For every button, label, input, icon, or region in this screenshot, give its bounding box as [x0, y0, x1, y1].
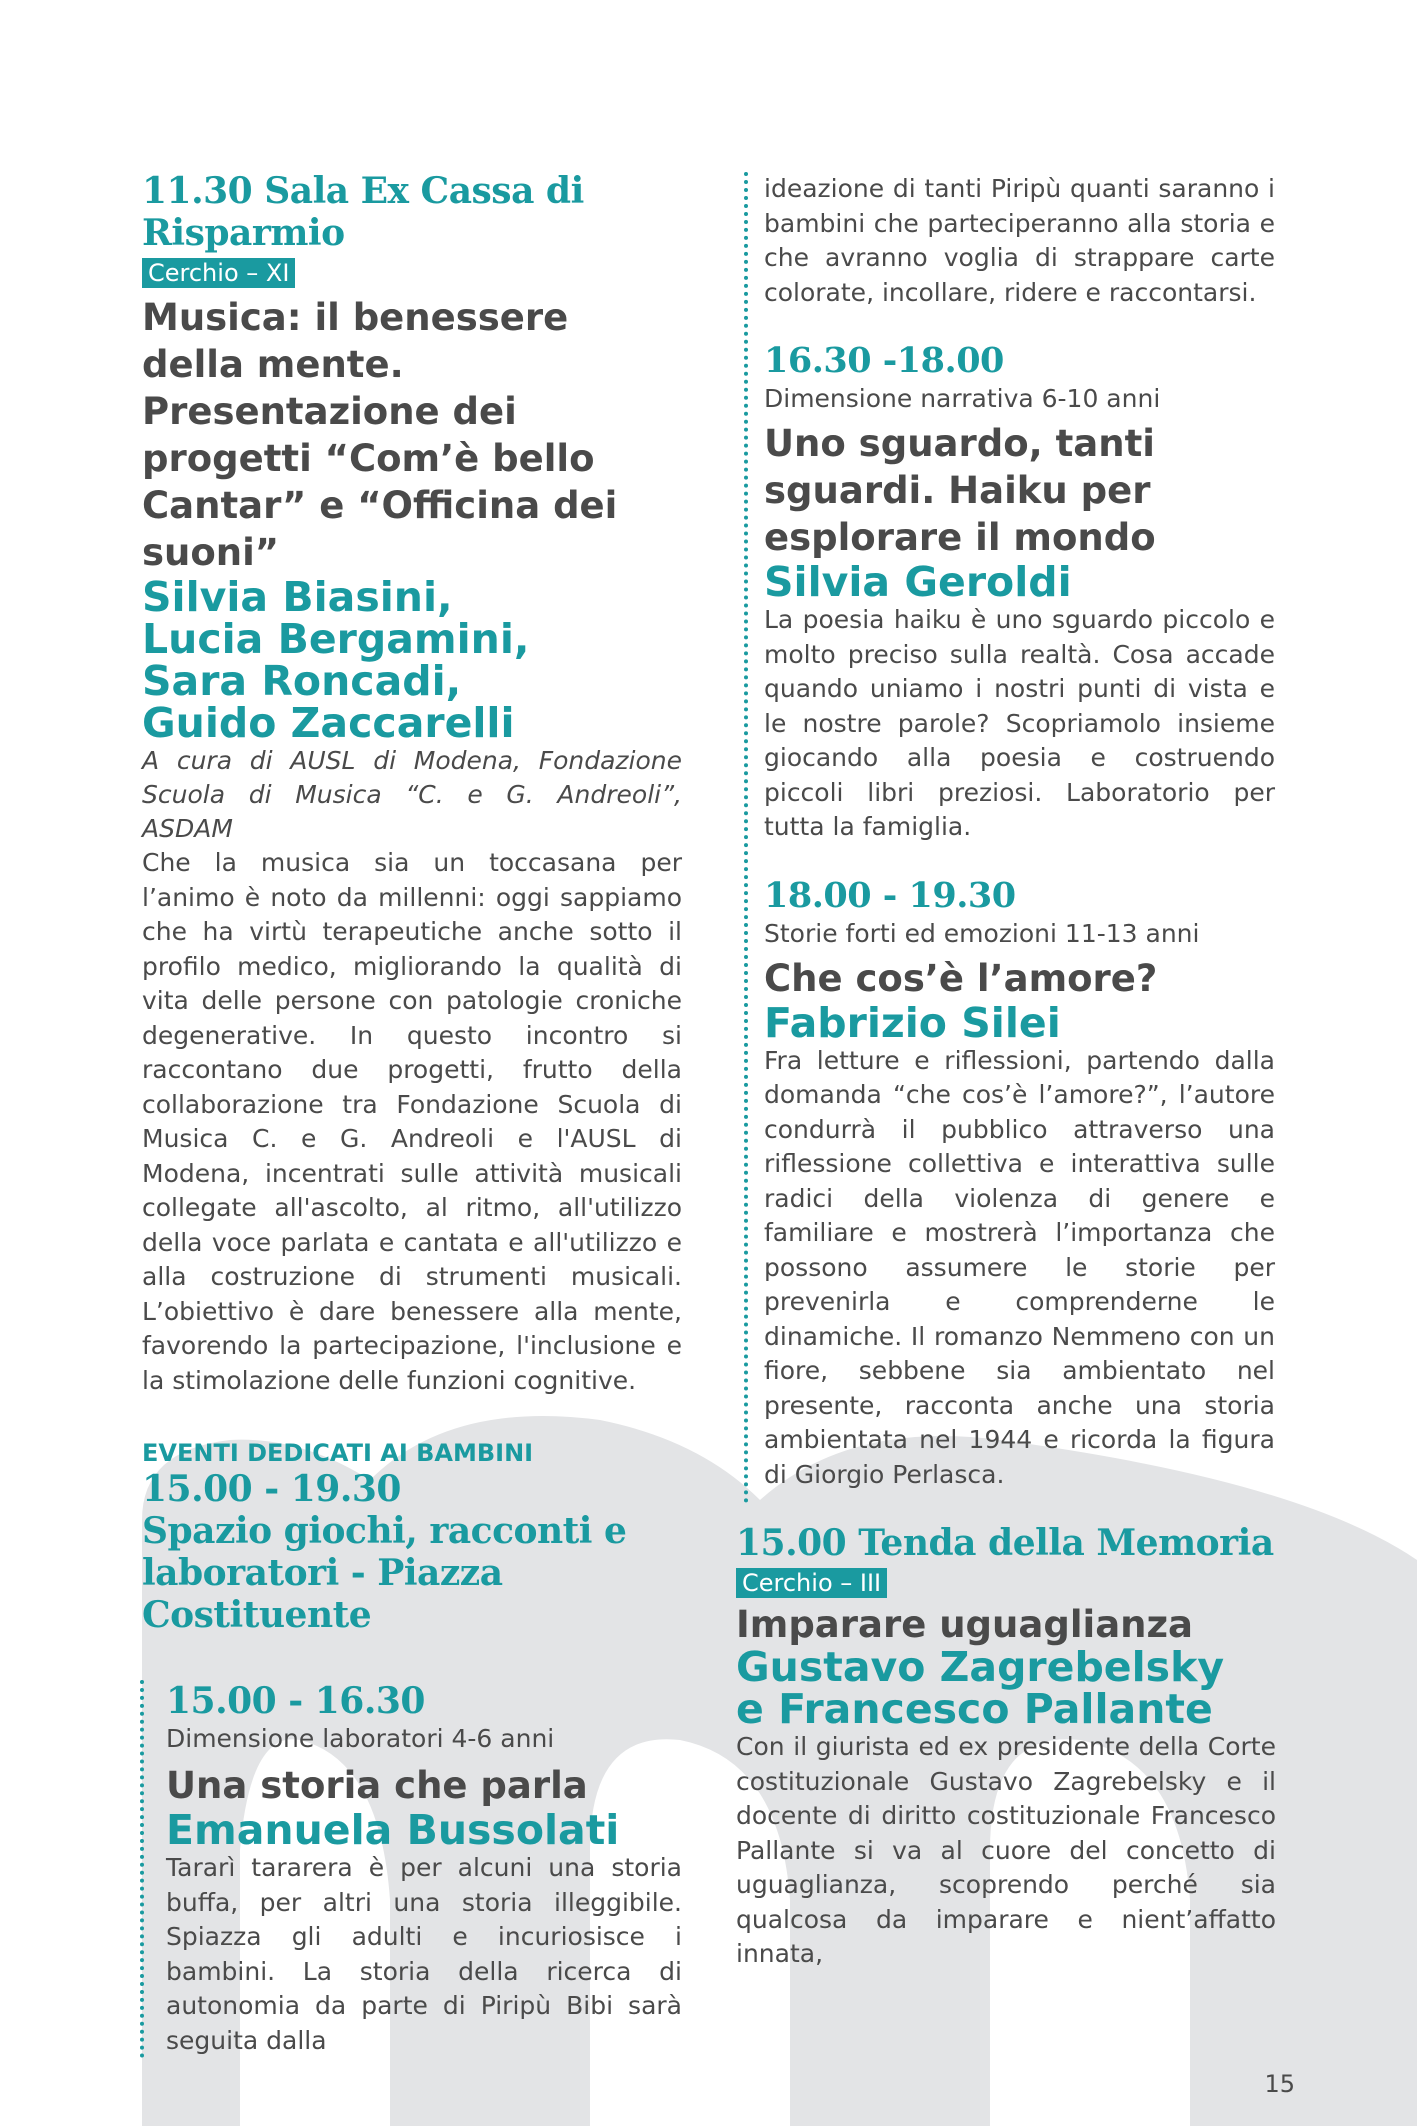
right-column	[760, 170, 1275, 1504]
page-number: 15	[1264, 2070, 1295, 2098]
event-organizers: A cura di AUSL di Modena, Fondazione Scuola di Musica “C. e G. Andreoli”, ASDAM	[142, 746, 682, 843]
sub-event-dimension: Dimensione laboratori 4-6 anni	[166, 1724, 555, 1753]
sub-event-title: Una storia che parla	[166, 1764, 588, 1807]
right-column-event	[736, 1522, 1276, 1972]
sub-event-time: 16.30 -18.00	[764, 340, 1004, 381]
sub-event-dimension: Storie forti ed emozioni 11-13 anni	[764, 918, 1200, 948]
sub-event-description: Tararì tararera è per alcuni una storia buffa, per altri una storia illeggibile. Spiazza gli adulti e incuriosisce i bambini. La storia della ricerca di autonomia da parte di Piripù Bibi sarà seguita dalla	[166, 1853, 682, 2055]
sub-event-description: La poesia haiku è uno sguardo piccolo e molto preciso sulla realtà. Cosa accade quando uniamo i nostri punti di vista e le nostre parole? Scopriamolo insieme giocando alla poesia e costruendo piccoli libri preziosi. Laboratorio per tutta la famiglia.	[764, 605, 1275, 841]
speaker-name: Guido Zaccarelli	[142, 699, 515, 747]
sub-event-speaker: Fabrizio Silei	[764, 998, 1061, 1047]
event-title: Musica: il benessere della mente. Presentazione dei progetti “Com’è bello Cantar” e “Officina dei suoni”	[142, 296, 618, 574]
event-title: Imparare uguaglianza	[736, 1603, 1194, 1646]
sub-event-title: Che cos’è l’amore?	[764, 956, 1158, 1000]
speaker-name: Sara Roncadi,	[142, 657, 462, 705]
speaker-name: e Francesco Pallante	[736, 1685, 1213, 1733]
event-time-location: 11.30 Sala Ex Cassa di Risparmio	[142, 170, 584, 254]
event-description: Che la musica sia un toccasana per l’animo è noto da millenni: oggi sappiamo che ha virtù terapeutiche anche sotto il profilo medico, migliorando la qualità di vita delle persone con patologie croniche degenerative. In questo incontro si raccontano due progetti, frutto della collaborazione tra Fondazione Scuola di Musica C. e G. Andreoli e l'AUSL di Modena, incentrati sulle attività musicali collegate all'ascolto, al ritmo, all'utilizzo della voce parlata e cantata e all'utilizzo e alla costruzione di strumenti musicali. L’obiettivo è dare benessere alla mente, favorendo la partecipazione, l'inclusione e la stimolazione delle funzioni cognitive.	[142, 848, 682, 1395]
section-place: Spazio giochi, racconti e laboratori - Piazza Costituente	[142, 1510, 627, 1636]
continued-description: ideazione di tanti Piripù quanti saranno i bambini che parteciperanno alla storia e che avranno voglia di strappare carte colorate, incollare, ridere e raccontarsi.	[764, 174, 1275, 307]
event-tag: Cerchio – III	[736, 1568, 887, 1598]
sub-event-description: Fra letture e riflessioni, partendo dalla domanda “che cos’è l’amore?”, l’autore condurrà il pubblico attraverso una riflessione collettiva e interattiva sulle radici della violenza di genere e familiare e mostrerà l’importanza che possono assumere le storie per prevenirla e comprenderne le dinamiche. Il romanzo Nemmeno con un fiore, sebbene sia ambientato nel presente, racconta anche una storia ambientata nel 1944 e ricorda la figura di Giorgio Perlasca.	[764, 1045, 1275, 1489]
section-time: 15.00 - 19.30	[142, 1468, 401, 1510]
sub-events-continued	[744, 172, 1275, 1504]
speaker-name: Lucia Bergamini,	[142, 615, 530, 663]
sub-event-time: 15.00 - 16.30	[166, 1680, 425, 1722]
event-description: Con il giurista ed ex presidente della Corte costituzionale Gustavo Zagrebelsky e il docente di diritto costituzionale Francesco Pallante si va al cuore del concetto di uguaglianza, scoprendo perché sia qualcosa da imparare e nient’affatto innata,	[736, 1732, 1276, 1968]
sub-event-dimension: Dimensione narrativa 6-10 anni	[764, 384, 1161, 413]
speaker-name: Silvia Biasini,	[142, 573, 453, 621]
sub-event-speaker: Emanuela Bussolati	[166, 1806, 620, 1854]
speaker-name: Gustavo Zagrebelsky	[736, 1643, 1225, 1691]
left-column	[142, 170, 682, 2058]
sub-event-time: 18.00 - 19.30	[764, 874, 1016, 916]
event-time-location: 15.00 Tenda della Memoria	[736, 1522, 1274, 1564]
event-tag: Cerchio – XI	[142, 258, 295, 288]
speaker-list	[142, 573, 682, 747]
sub-event-speaker: Silvia Geroldi	[764, 558, 1072, 606]
section-label: EVENTI DEDICATI AI BAMBINI	[142, 1439, 534, 1467]
sub-event	[140, 1680, 682, 2058]
sub-event-title: Uno sguardo, tanti sguardi. Haiku per esplorare il mondo	[764, 422, 1156, 559]
